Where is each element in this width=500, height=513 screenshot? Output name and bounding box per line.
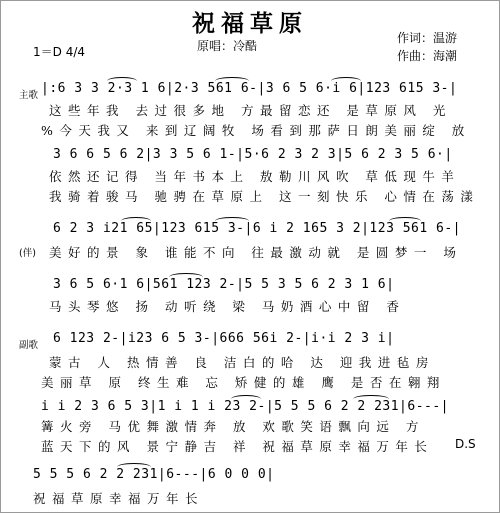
slur-mark [331, 77, 361, 85]
dal-segno-mark: D.S [455, 437, 476, 451]
slur-mark [169, 273, 203, 281]
slur-mark [389, 217, 421, 225]
lyric-line-5b: 美丽草 原 终生难 忘 矫健的雄 鹰 是否在翱翔 [41, 375, 446, 390]
accompaniment-label: (伴) [19, 248, 36, 259]
lyric-line-1b: %今天我又 来到辽阔牧 场看到那萨日朗美丽绽 放 [41, 123, 471, 138]
chorus-label: 副歌 [19, 340, 39, 351]
lyric-line-2a: 依然还记得 当年书本上 敖勒川风吹 草低现牛羊 [49, 169, 461, 184]
slur-mark [117, 463, 151, 471]
verse-label: 主歌 [19, 90, 39, 101]
lyric-line-7: 祝福草原幸福万年长 [33, 491, 205, 506]
lyric-line-4: 马头琴悠 扬 动听绕 梁 马奶酒心中留 香 [49, 299, 406, 314]
lyric-line-5a: 蒙古 人 热情善 良 洁白的哈 达 迎我进毡房 [49, 355, 435, 370]
slur-mark [121, 217, 151, 225]
original-singer: 原唱：冷酷 [197, 39, 258, 53]
slur-mark [215, 217, 249, 225]
notation-line-1: |:6 3 3 2·3 1 6|2·3 561 6-|3 6 5 6·i 6|123 615 3-| [41, 81, 458, 96]
lyricist-credit: 作词：温游 [397, 31, 458, 45]
lyric-line-6b: 蓝天下的风 景宁静吉 祥 祝福草原幸福万年长 [41, 439, 434, 454]
slur-mark [231, 395, 261, 403]
lyric-line-3: 美好的景 象 谁能不向 往最激动就 是圆梦一 场 [49, 245, 463, 260]
song-title: 祝福草原 [192, 11, 308, 37]
composer-credit: 作曲：海潮 [397, 49, 458, 63]
notation-line-3: 6 2 3 i21 65|123 615 3-|6 i 2 165 3 2|123 561 6-| [53, 221, 462, 236]
slur-mark [215, 77, 249, 85]
slur-mark [107, 77, 137, 85]
notation-line-5: 6 123 2-|i23 6 5 3-|666 56i 2-|i·i 2 3 i| [53, 331, 395, 346]
lyric-line-6a: 篝火旁 马优舞激情奔 放 欢歌笑语飘向远 方 [41, 419, 425, 434]
lyric-line-1a: 这些年我 去过很多地 方最留恋还 是草原风 光 [49, 103, 452, 118]
notation-line-7: 5 5 5 6 2 2 231|6---|6 0 0 0| [33, 467, 275, 482]
notation-line-4: 3 6 5 6·1 6|561 123 2-|5 5 3 5 6 2 3 1 6| [53, 277, 395, 292]
notation-line-6: i i 2 3 6 5 3|1 i 1 i 23 2-|5 5 5 6 2 2 231|6---| [41, 399, 450, 414]
key-signature: 1＝D 4/4 [33, 45, 86, 59]
lyric-line-2b: 我骑着骏马 驰骋在草原上 这一刻快乐 心情在荡漾 [49, 189, 480, 204]
notation-line-2: 3 6 6 5 6 2|3 3 5 6 1-|5·6 2 3 2 3|5 6 2 3 5 6·| [53, 147, 453, 162]
slur-mark [353, 395, 389, 403]
